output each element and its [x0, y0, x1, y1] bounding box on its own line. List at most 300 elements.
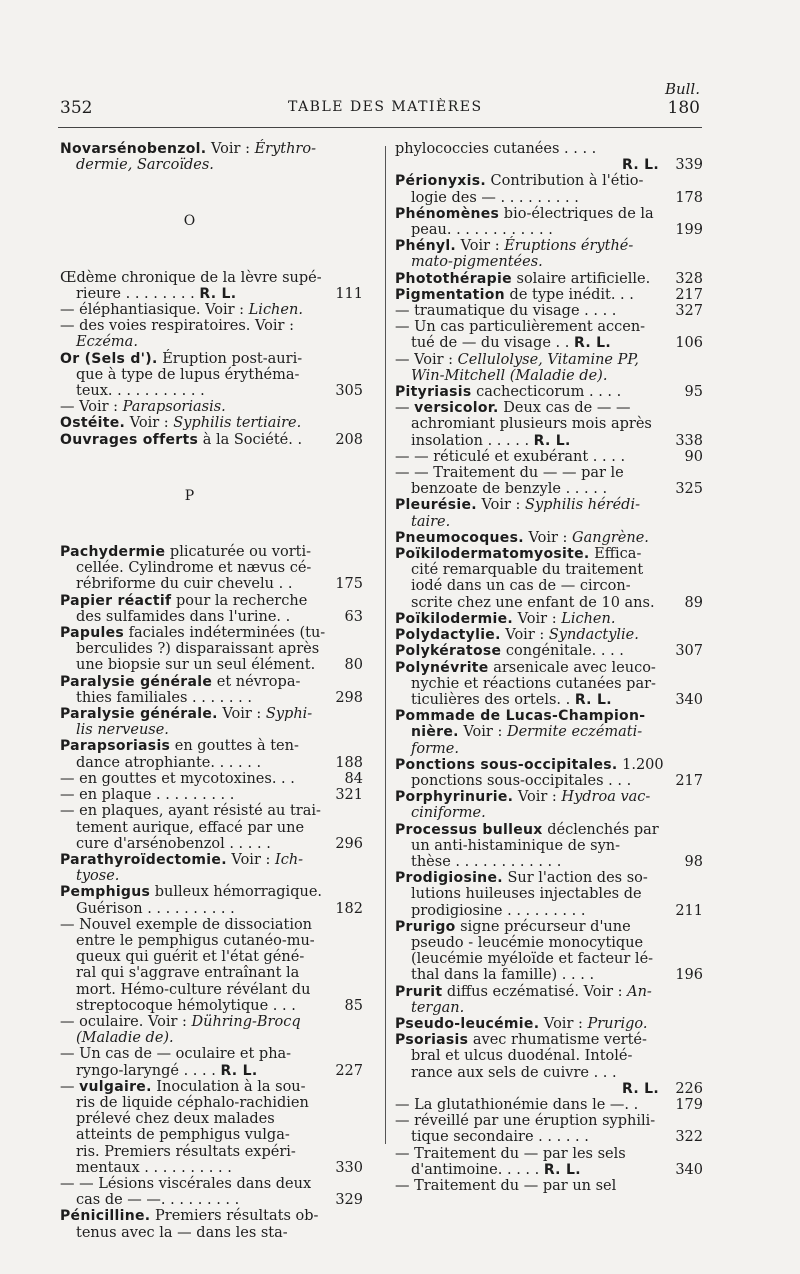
entry-text: Voir : [206, 141, 255, 157]
page-reference: 321 [335, 787, 363, 804]
page-reference: 325 [675, 481, 703, 498]
entry-text: Éruption post-auri- [157, 350, 303, 367]
cross-reference: Win-Mitchell (Maladie de). [411, 367, 608, 384]
entry-headword: Phénomènes [395, 205, 500, 222]
entry-text: — Un cas de — oculaire et pha- [60, 1046, 292, 1063]
entry-line [60, 674, 319, 690]
index-entry [395, 660, 703, 709]
page-reference: 307 [675, 643, 703, 660]
entry-text: rébriforme du cuir chevelu . . [76, 576, 293, 593]
entry-line [60, 399, 319, 415]
entry-line [60, 383, 319, 399]
entry-line [60, 625, 326, 642]
page-reference: 84 [344, 770, 363, 787]
index-entry [60, 706, 363, 738]
entry-line [60, 901, 319, 917]
entry-text: ryngo-laryngé . . . . [76, 1062, 221, 1079]
entry-headword: Pigmentation [395, 286, 505, 303]
entry-line [395, 384, 659, 400]
entry-text: Voir : [125, 415, 174, 432]
entry-text: — Voir : [395, 351, 458, 368]
entry-text: Guérison . . . . . . . . . . [76, 900, 235, 917]
index-entry [60, 399, 363, 415]
entry-text: ral qui s'aggrave entraînant la [76, 965, 300, 982]
index-entry [395, 319, 703, 351]
index-entry [60, 803, 363, 852]
entry-headword: R. L. [199, 285, 237, 302]
index-entry [395, 303, 703, 319]
entry-line [395, 206, 659, 222]
entry-text: lutions huileuses injectables de [411, 886, 642, 903]
entry-text: — réveillé par une éruption syphili- [395, 1113, 656, 1130]
cross-reference: Syphilis hérédi- [525, 497, 640, 514]
entry-headword: Paralysie générale. [60, 706, 218, 723]
entry-headword: Pneumocoques. [395, 529, 524, 546]
cross-reference: dermie, Sarcoïdes. [76, 157, 214, 174]
entry-text: — Traitement du — par un sel [395, 1178, 617, 1194]
entry-text: pour la recherche [171, 592, 308, 609]
entry-line [60, 302, 319, 318]
entry-text: cas de — —. . . . . . . . . [76, 1192, 240, 1209]
entry-line [395, 903, 659, 919]
entry-line [60, 820, 319, 836]
entry-line [395, 271, 659, 287]
entry-text: de type inédit. . . [504, 286, 634, 303]
entry-text: Inoculation à la sou- [151, 1078, 306, 1095]
entry-line [395, 838, 659, 854]
entry-line [60, 1192, 319, 1208]
entry-text: plicaturée ou vorti- [165, 544, 312, 561]
entry-line [60, 269, 322, 286]
entry-headword: versicolor. [414, 400, 499, 417]
entry-line [395, 416, 659, 432]
entry-line [60, 755, 319, 771]
entry-text: congénitale. . . . [501, 643, 624, 660]
page-reference: 95 [684, 384, 703, 401]
entry-line [395, 400, 659, 416]
entry-line [60, 1176, 319, 1192]
entry-line [395, 497, 659, 513]
entry-text: 1.200 [617, 756, 664, 773]
entry-headword: Polykératose [395, 643, 502, 660]
page-reference: 111 [335, 285, 363, 302]
entry-text: — La glutathionémie dans le —. . [395, 1096, 639, 1113]
entry-text: d'antimoine. . . . . [411, 1161, 544, 1178]
index-entry [395, 238, 703, 270]
entry-text: scrite chez une enfant de 10 ans. [411, 594, 655, 611]
entry-headword: R. L. [574, 691, 612, 708]
entry-line [395, 530, 659, 546]
section-letter: P [184, 487, 195, 504]
index-entry [395, 627, 703, 643]
page-reference: 90 [684, 448, 703, 465]
entry-line [395, 141, 659, 157]
cross-reference: Parapsoriasis. [122, 399, 226, 416]
entry-text: ris. Premiers résultats expéri- [76, 1143, 296, 1160]
cross-reference: forme. [411, 740, 459, 757]
entry-line [60, 868, 319, 884]
cross-reference: Syphi- [265, 706, 313, 723]
entry-text: — [395, 400, 415, 417]
entry-text: à la Société. . [198, 431, 303, 448]
page-reference: 211 [675, 902, 703, 919]
entry-line [395, 352, 659, 368]
entry-text: peau. . . . . . . . . . . . [411, 222, 553, 239]
cross-reference: Lichen. [248, 302, 303, 319]
entry-text: — — réticulé et exubérant . . . . [395, 448, 626, 465]
index-entry [395, 757, 703, 789]
entry-text: des sulfamides dans l'urine. . [76, 608, 291, 625]
index-entry [395, 400, 703, 449]
page-reference: 182 [335, 900, 363, 917]
page-reference: 89 [684, 594, 703, 611]
entry-line [60, 803, 319, 819]
entry-text: queux qui guérit et l'état géné- [76, 949, 305, 966]
entry-headword: Poïkilodermie. [395, 610, 514, 627]
page-reference: 296 [335, 835, 363, 852]
entry-line [60, 852, 319, 868]
entry-line [395, 173, 659, 189]
entry-line [60, 771, 319, 787]
entry-line [60, 884, 323, 901]
entry-headword: Ostéite. [60, 415, 126, 432]
entry-line [395, 870, 659, 886]
entry-line [395, 254, 659, 270]
entry-text: — Voir : [60, 399, 123, 416]
entry-line [60, 367, 319, 383]
entry-text: — — Traitement du — — par le [395, 465, 624, 482]
entry-line [395, 514, 659, 530]
cross-reference: Cellulolyse, Vitamine PP, [457, 351, 639, 368]
entry-text: Voir : [513, 610, 562, 627]
entry-text: cure d'arsénobenzol . . . . . [76, 835, 271, 852]
entry-text: signe précurseur d'une [455, 918, 631, 935]
index-entry [395, 449, 703, 465]
index-entry [395, 141, 703, 173]
entry-text: cachecticorum . . . . [471, 384, 622, 401]
index-entry [395, 1016, 703, 1032]
page-reference: 188 [335, 754, 363, 771]
index-entry [60, 625, 363, 674]
index-entry [60, 415, 363, 431]
entry-text: berculides ?) disparaissant après [76, 641, 320, 658]
entry-line [395, 1065, 659, 1081]
page-reference: 175 [335, 576, 363, 593]
entry-text: faciales indéterminées (tu- [124, 625, 326, 642]
cross-reference: Érythro- [254, 141, 316, 157]
entry-headword: Ponctions sous-occipitales. [395, 756, 618, 773]
entry-text: rance aux sels de cuivre . . . [411, 1064, 617, 1081]
entry-line [395, 1113, 659, 1129]
entry-line [60, 1127, 319, 1143]
page-number: 352 [60, 98, 93, 118]
cross-reference: ciniforme. [411, 805, 486, 822]
entry-text: thal dans la famille) . . . . [411, 967, 595, 984]
entry-text: prodigiosine . . . . . . . . . [411, 902, 586, 919]
entry-text: Œdème chronique de la lèvre supé- [60, 269, 322, 286]
index-entry [60, 141, 363, 173]
entry-text: (leucémie myéloïde et facteur lé- [411, 951, 654, 968]
cross-reference: tyose. [76, 868, 120, 885]
entry-line [60, 706, 319, 722]
index-entry [395, 870, 703, 919]
entry-line [60, 1225, 319, 1241]
entry-text: phylococcies cutanées . . . . [395, 141, 597, 157]
entry-headword: Pachydermie [60, 544, 166, 561]
entry-text: — des voies respiratoires. Voir : [60, 318, 294, 335]
index-entry [60, 674, 363, 706]
entry-line [60, 1208, 319, 1224]
entry-line [395, 1097, 659, 1113]
index-entry [60, 1014, 363, 1046]
entry-text: tement aurique, effacé par une [76, 819, 305, 836]
entry-line [60, 641, 319, 657]
index-entry [395, 822, 703, 871]
page-reference: 327 [675, 303, 703, 320]
index-entry [395, 173, 703, 205]
entry-headword: Processus bulleux [395, 821, 543, 838]
entry-headword: Pemphigus [60, 884, 151, 901]
entry-headword: R. L. [622, 1080, 659, 1097]
entry-line [395, 756, 664, 773]
index-entry [395, 530, 703, 546]
entry-text: logie des — . . . . . . . . . [411, 189, 579, 206]
entry-headword: R. L. [533, 432, 571, 449]
entry-line [395, 562, 659, 578]
entry-line [60, 593, 319, 609]
index-entry [395, 546, 703, 611]
entry-text: Voir : [523, 529, 573, 546]
cross-reference: Éruptions érythé- [504, 238, 634, 255]
entry-headword: Ouvrages offerts [60, 431, 199, 448]
page-reference: 196 [675, 967, 703, 984]
entry-line [60, 334, 319, 350]
entry-text: dance atrophiante. . . . . . [76, 754, 262, 771]
index-column-left [60, 141, 363, 1241]
index-entry [60, 917, 363, 1014]
entry-text: ponctions sous-occipitales . . . [411, 772, 632, 789]
cross-reference: Syphilis tertiaire. [173, 415, 302, 432]
index-entry [60, 302, 363, 318]
index-entry [395, 643, 703, 659]
entry-text: que à type de lupus érythéma- [76, 366, 300, 383]
entry-text: Voir : [476, 497, 526, 514]
index-column-right [395, 141, 703, 1194]
page-reference: 98 [684, 853, 703, 870]
entry-text: thies familiales . . . . . . . [76, 689, 252, 706]
page-reference: 227 [335, 1062, 363, 1079]
entry-line [60, 1095, 319, 1111]
entry-line [395, 238, 659, 254]
entry-headword: R. L. [574, 335, 611, 352]
entry-line [395, 157, 659, 173]
entry-text: — traumatique du visage . . . . [395, 303, 617, 320]
issue-number: 180 [667, 98, 700, 118]
entry-text: atteints de pemphigus vulga- [76, 1127, 290, 1144]
cross-reference: mato-pigmentées. [411, 254, 543, 271]
page-reference: 85 [344, 997, 363, 1014]
entry-line [60, 318, 319, 334]
entry-line [395, 724, 659, 740]
entry-text: Deux cas de — — [498, 400, 631, 417]
entry-text: — Un cas particulièrement accen- [395, 319, 646, 336]
entry-text: insolation . . . . . [411, 432, 534, 449]
entry-text: arsenicale avec leuco- [488, 659, 656, 676]
entry-headword: vulgaire. [79, 1078, 152, 1095]
entry-text: — en gouttes et mycotoxines. . . [60, 770, 295, 787]
index-entry [60, 593, 363, 625]
page-reference: 226 [675, 1080, 703, 1097]
entry-text: benzoate de benzyle . . . . . [411, 481, 608, 498]
entry-line [60, 432, 319, 448]
index-entry [395, 919, 703, 984]
entry-line [60, 286, 319, 302]
index-entry [60, 738, 363, 770]
index-entry [60, 884, 363, 916]
index-entry [395, 206, 703, 238]
index-entry [395, 1097, 703, 1113]
entry-text: achromiant plusieurs mois après [411, 416, 652, 433]
page-reference: 208 [335, 431, 363, 448]
entry-text: mentaux . . . . . . . . . . [76, 1159, 232, 1176]
cross-reference: (Maladie de). [76, 1030, 174, 1047]
index-entry [60, 270, 363, 302]
entry-text: bio-électriques de la [499, 205, 654, 222]
entry-line [60, 351, 319, 367]
entry-line [60, 917, 319, 933]
entry-headword: Paralysie générale [60, 673, 213, 690]
section-letter: O [183, 213, 196, 230]
entry-line [395, 1016, 659, 1032]
cross-reference: Gangrène. [572, 529, 649, 546]
entry-line [395, 773, 659, 789]
entry-text: Voir : [226, 851, 275, 868]
entry-text: mort. Hémo-culture révélant du [76, 981, 311, 998]
page-reference: 305 [335, 383, 363, 400]
entry-line [60, 560, 319, 576]
entry-line [395, 1146, 659, 1162]
index-entry [60, 1046, 363, 1078]
entry-headword: Prodigiosine. [395, 870, 503, 887]
entry-line [395, 1129, 659, 1145]
entry-line [395, 595, 659, 611]
entry-text: en gouttes à ten- [170, 738, 299, 755]
index-entry [395, 984, 703, 1016]
entry-headword: Phényl. [395, 238, 457, 255]
entry-text: Voir : [539, 1015, 588, 1032]
entry-headword: R. L. [543, 1161, 581, 1178]
entry-text: — [60, 1078, 80, 1095]
entry-text: Voir : [458, 724, 507, 741]
entry-text: ris de liquide céphalo-rachidien [76, 1094, 309, 1111]
page-reference: 63 [344, 608, 363, 625]
entry-line [60, 722, 319, 738]
index-entry [60, 351, 363, 400]
page-reference: 179 [675, 1096, 703, 1113]
entry-headword: nière. [411, 724, 459, 741]
entry-line [60, 544, 319, 560]
column-divider [385, 146, 386, 1144]
entry-line [395, 1178, 659, 1194]
index-entry [60, 432, 363, 448]
entry-line [60, 1144, 319, 1160]
entry-line [60, 657, 319, 673]
cross-reference: Eczéma. [76, 334, 138, 351]
entry-line [395, 303, 659, 319]
entry-line [395, 368, 659, 384]
entry-line [395, 886, 659, 902]
entry-line [395, 984, 659, 1000]
entry-text: tenus avec la — dans les sta- [76, 1224, 288, 1241]
entry-text: — éléphantiasique. Voir : [60, 302, 249, 319]
index-entry [395, 1146, 703, 1178]
entry-text: bulleux hémorragique. [150, 884, 323, 901]
entry-line [395, 741, 659, 757]
entry-line [395, 627, 659, 643]
entry-line [60, 949, 319, 965]
entry-headword: Polydactylie. [395, 627, 501, 644]
page-reference: 340 [675, 1161, 703, 1178]
entry-text: tique secondaire . . . . . . [411, 1129, 589, 1146]
page-reference: 80 [344, 657, 363, 674]
entry-line [395, 951, 659, 967]
page-reference: 340 [675, 691, 703, 708]
cross-reference: Ich- [274, 851, 304, 868]
entry-headword: Pénicilline. [60, 1208, 151, 1225]
index-entry [60, 318, 363, 350]
entry-text: rieure . . . . . . . . [76, 285, 200, 302]
page-reference: 217 [675, 286, 703, 303]
cross-reference: Lichen. [561, 610, 616, 627]
page-reference: 330 [335, 1159, 363, 1176]
entry-text: une biopsie sur un seul élément. [76, 657, 316, 674]
entry-headword: Parapsoriasis [60, 738, 171, 755]
index-entry [395, 465, 703, 497]
entry-line [60, 1030, 319, 1046]
index-entry [395, 497, 703, 529]
entry-headword: Or (Sels d'). [60, 350, 158, 367]
entry-line [395, 190, 659, 206]
entry-line [395, 287, 659, 303]
page-reference: 329 [335, 1192, 363, 1209]
entry-line [60, 1014, 319, 1030]
entry-text: — — Lésions viscérales dans deux [60, 1175, 312, 1192]
page-reference: 217 [675, 772, 703, 789]
index-entry [395, 1032, 703, 1097]
index-entry [395, 271, 703, 287]
entry-line [395, 805, 659, 821]
entry-line [60, 141, 319, 157]
entry-line [395, 433, 659, 449]
cross-reference: Syndactylie. [548, 627, 639, 644]
entry-headword: Pityriasis [395, 384, 472, 401]
entry-line [60, 738, 319, 754]
entry-line [395, 222, 659, 238]
entry-text: bral et ulcus duodénal. Intolé- [411, 1048, 633, 1065]
index-entry [395, 384, 703, 400]
entry-text: cellée. Cylindrome et nævus cé- [76, 560, 312, 577]
entry-line [60, 965, 319, 981]
index-entry [395, 708, 703, 757]
entry-headword: Pseudo-leucémie. [395, 1015, 540, 1032]
entry-text: cité remarquable du traitement [411, 562, 644, 579]
cross-reference: An- [627, 983, 652, 1000]
entry-line [395, 708, 659, 724]
index-entry [395, 1113, 703, 1145]
entry-line [395, 789, 659, 805]
entry-text: iodé dans un cas de — circon- [411, 578, 631, 595]
entry-headword: Psoriasis [395, 1032, 469, 1049]
